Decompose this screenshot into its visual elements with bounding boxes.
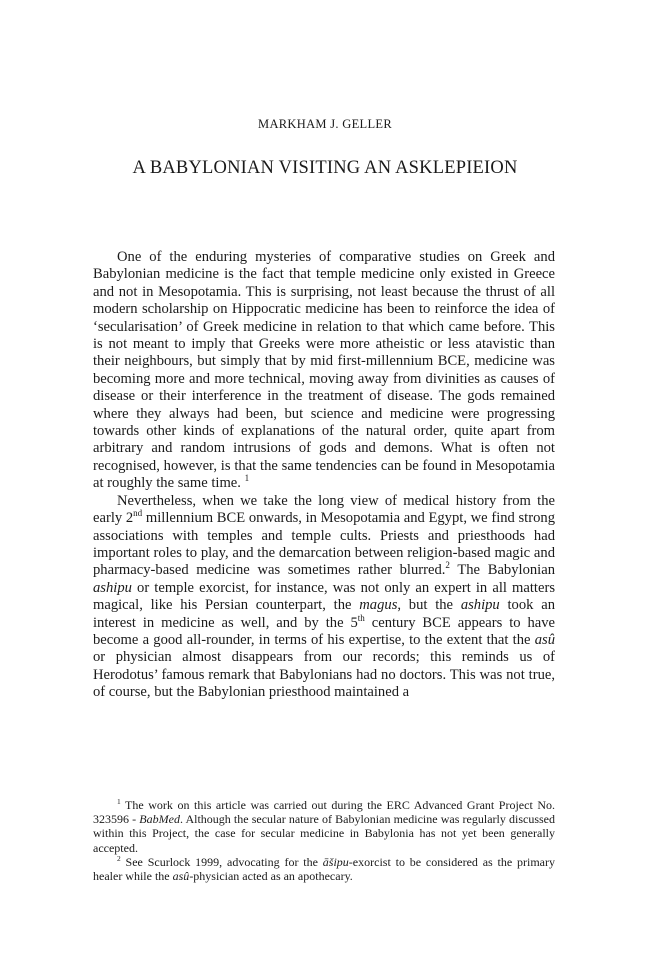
footnote-text: . Although the secular nature of Babylonian medicine was regularly discussed within this Project, the case for secular medicine in Babylonia has not yet been generally accepted.: [93, 812, 555, 855]
paragraph-2-text: century BCE appears to have become a good all-rounder, in terms of his expertise, to the extent that the: [93, 614, 555, 648]
paragraph-2-text: Nevertheless, when we take the long view of medical history from the early 2: [93, 492, 555, 527]
paragraph-2: [93, 493, 555, 702]
body-text: [93, 249, 555, 702]
footnote-text: See Scurlock 1999, advocating for the: [120, 854, 323, 869]
footnote-text: -exorcist to be considered as the primary healer while the: [93, 854, 556, 884]
paragraph-2-text: The Babylonian: [449, 562, 555, 579]
paragraph-2-text: , but the: [397, 597, 461, 614]
article-title: A BABYLONIAN VISITING AN ASKLEPIEION: [132, 158, 518, 178]
footnote-number: 1: [117, 797, 121, 806]
footnote-text: -physician acted as an apothecary.: [189, 869, 353, 884]
term-babmed: BabMed: [139, 812, 180, 827]
term-ashipu: ashipu: [93, 579, 132, 596]
footnote-ref-2[interactable]: 2: [445, 560, 450, 571]
ordinal-suffix: th: [357, 612, 365, 623]
paragraph-2-text: millennium BCE onwards, in Mesopotamia and Egypt, we find strong associations with temples and temple cults. Priests and priesthoods had important roles to play, and the demarcation between religion-based magic and pharmacy-based medicine was sometimes rather blurred.: [93, 510, 555, 579]
footnote-ref-1[interactable]: 1: [244, 473, 250, 484]
footnote-2: [93, 855, 555, 883]
footnotes: [93, 798, 555, 883]
footnote-text: The work on this article was carried out during the ERC Advanced Grant Project No. 323596 -: [93, 798, 555, 827]
author-name: MARKHAM J. GELLER: [258, 117, 392, 131]
paragraph-2-text: or temple exorcist, for instance, was not only an expert in all matters magical, like his Persian counterpart, the: [93, 579, 555, 614]
paragraph-2-text: took an interest in medicine as well, and by the 5: [93, 597, 555, 631]
term-asu: asû: [534, 631, 555, 648]
term-asu: asû: [172, 869, 190, 884]
paragraph-1-text: One of the enduring mysteries of comparative studies on Greek and Babylonian medicine is the fact that temple medicine only existed in Greece and not in Mesopotamia. This is surprising, not least because the thrust of all modern scholarship on Hippocratic medicine has been to reinforce the idea of ‘secularisation’ of Greek medicine in relation to that which came before. This is not meant to imply that Greeks were more atheistic or less atavistic than their neighbours, but simply that by mid first-millennium BCE, medicine was becoming more and more technical, moving away from divinities as causes of disease or their interference in the treatment of disease. The gods remained where they always had been, but science and medicine were progressing towards other kinds of explanations of the natural order, quite apart from arbitrary and random intrusions of gods and demons. What is often not recognised, however, is that the same tendencies can be found in Mesopotamia at roughly the same time.: [93, 249, 555, 492]
term-magus: magus: [359, 597, 398, 614]
paragraph-2-text: or physician almost disappears from our records; this reminds us of Herodotus’ famous remark that Babylonians had no doctors. This was not true, of course, but the Babylonian priesthood maintained a: [93, 649, 555, 701]
footnote-1: [93, 798, 555, 855]
paragraph-1: [93, 249, 555, 493]
term-asipu: āšipu: [322, 854, 349, 869]
term-ashipu: ashipu: [460, 597, 500, 614]
footnote-number: 2: [117, 853, 121, 863]
ordinal-suffix: nd: [133, 508, 143, 519]
